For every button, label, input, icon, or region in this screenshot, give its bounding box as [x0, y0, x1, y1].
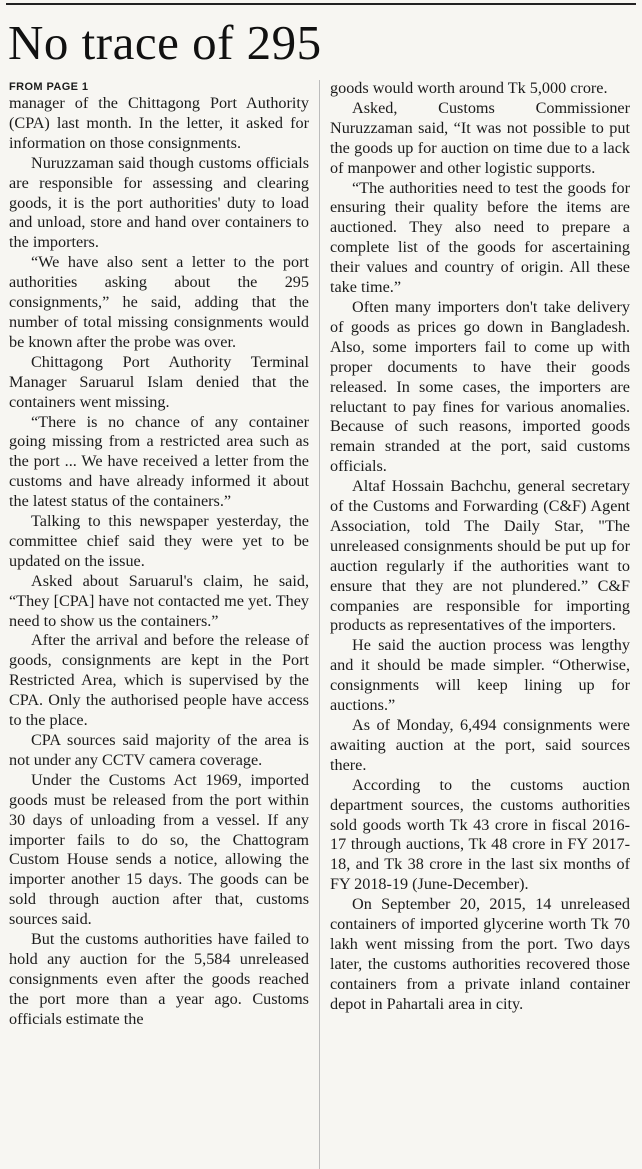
paragraph: “There is no chance of any container going missing from a restricted area such as the port ... We have received a letter from the customs and have already informed it about the latest status of the containers.” [9, 412, 309, 511]
top-rule [6, 3, 636, 5]
left-column [9, 80, 309, 1169]
paragraph: Asked about Saruarul's claim, he said, “They [CPA] have not contacted me yet. They need to show us the containers.” [9, 571, 309, 630]
paragraph: But the customs authorities have failed to hold any auction for the 5,584 unreleased consignments even after the goods reached the port more than a year ago. Customs officials estimate the [9, 930, 309, 1028]
right-column [330, 79, 630, 1169]
column-divider [319, 80, 320, 1169]
paragraph: He said the auction process was lengthy and it should be made simpler. “Otherwise, consignments will keep lining up for auctions.” [330, 636, 630, 715]
paragraph: Asked, Customs Commissioner Nuruzzaman said, “It was not possible to put the goods up for auction on time due to a lack of manpower and other logistic supports. [330, 98, 630, 177]
headline: No trace of 295 [8, 15, 322, 70]
paragraph: Altaf Hossain Bachchu, general secretary of the Customs and Forwarding (C&F) Agent Association, told The Daily Star, "The unreleased consignments should be put up for auction regularly if the authorities want to ensure that they are not plundered.” C&F companies are responsible for importing products as representatives of the importers. [330, 477, 630, 635]
paragraph: Nuruzzaman said though customs officials are responsible for assessing and clearing goods, it is the port authorities' duty to load and unload, store and hand over containers to the importers. [9, 153, 309, 252]
paragraph: As of Monday, 6,494 consignments were awaiting auction at the port, said sources there. [330, 716, 630, 774]
paragraph: “The authorities need to test the goods for ensuring their quality before the items are auctioned. They also need to prepare a complete list of the goods for ascertaining their values and country of origin. All these take time.” [330, 178, 630, 297]
paragraph: Talking to this newspaper yesterday, the committee chief said they were yet to be updated on the issue. [9, 512, 309, 570]
paragraph: Chittagong Port Authority Terminal Manager Saruarul Islam denied that the containers went missing. [9, 352, 309, 411]
paragraph: manager of the Chittagong Port Authority (CPA) last month. In the letter, it asked for information on those consignments. [9, 94, 309, 152]
paragraph: goods would worth around Tk 5,000 crore. [330, 79, 608, 97]
paragraph: Often many importers don't take delivery of goods as prices go down in Bangladesh. Also, some importers fail to come up with proper documents to have their goods released. In some cases, the importers are reluctant to pay fines for various anomalies. Because of such reasons, imported goods remain stranded at the port, said customs officials. [330, 297, 630, 476]
paragraph: On September 20, 2015, 14 unreleased containers of imported glycerine worth Tk 70 lakh went missing from the port. Two days later, the customs authorities recovered those containers from a private inland container depot in Pahartali area in city. [330, 895, 630, 1013]
paragraph: Under the Customs Act 1969, imported goods must be released from the port within 30 days of unloading from a vessel. If any importer fails to do so, the Chattogram Custom House sends a notice, allowing the importer another 15 days. The goods can be sold through auction after that, customs sources said. [9, 770, 309, 929]
paragraph: CPA sources said majority of the area is not under any CCTV camera coverage. [9, 731, 309, 769]
paragraph: “We have also sent a letter to the port authorities asking about the 295 consignments,” he said, adding that the number of total missing consignments would be known after the probe was over. [9, 253, 309, 351]
kicker: FROM PAGE 1 [9, 81, 89, 93]
paragraph: According to the customs auction department sources, the customs authorities sold goods worth Tk 43 crore in fiscal 2016-17 through auctions, Tk 48 crore in FY 2017-18, and Tk 38 crore in the last six months of FY 2018-19 (June-December). [330, 775, 630, 894]
paragraph: After the arrival and before the release of goods, consignments are kept in the Port Restricted Area, which is supervised by the CPA. Only the authorised people have access to the place. [9, 631, 309, 730]
